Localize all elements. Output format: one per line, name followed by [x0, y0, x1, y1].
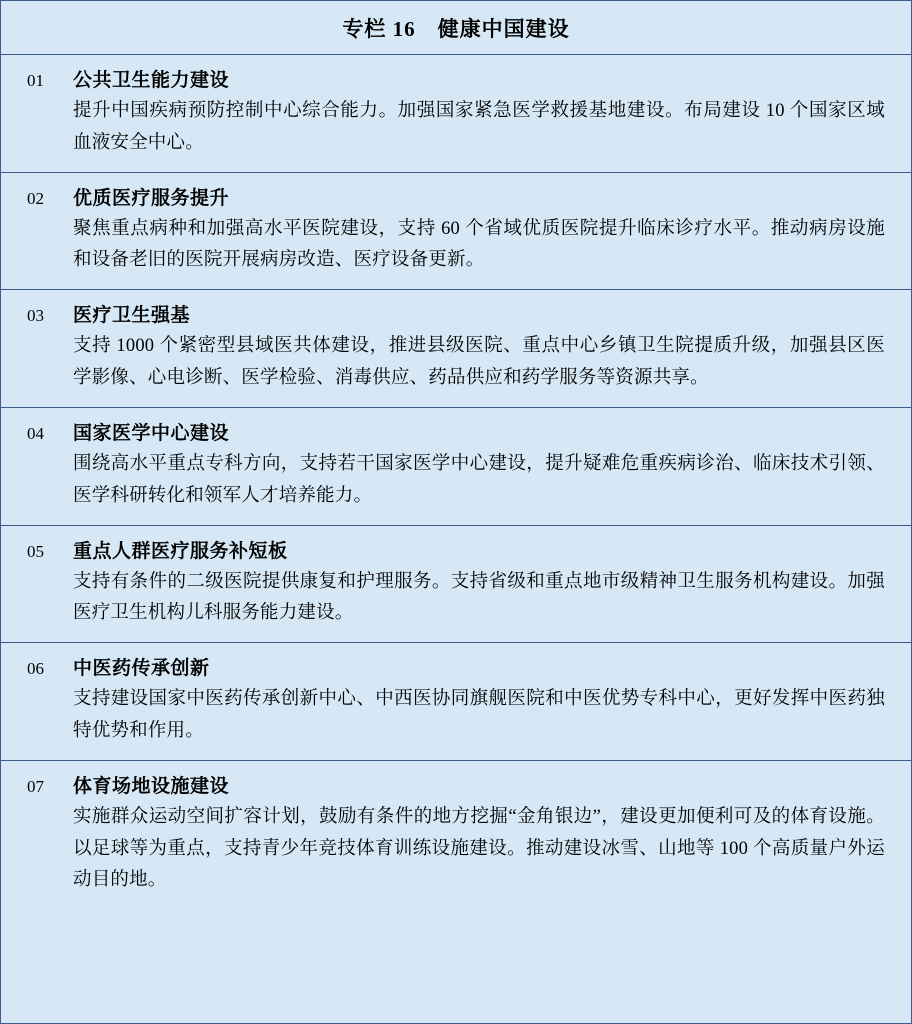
list-item-number: 02	[27, 188, 44, 208]
list-item-number: 07	[27, 776, 44, 796]
list-item-title: 体育场地设施建设	[73, 775, 230, 797]
list-item-title: 国家医学中心建设	[73, 422, 230, 444]
list-item-header	[27, 300, 885, 327]
list-item-header	[27, 653, 885, 680]
list-item-header	[27, 418, 885, 445]
list-item-header	[27, 65, 885, 92]
list-item-number: 03	[27, 306, 44, 326]
list-item	[1, 173, 911, 291]
list-item-body: 支持建设国家中医药传承创新中心、中西医协同旗舰医院和中医优势专科中心，更好发挥中医药独特优势和作用。	[73, 689, 885, 741]
list-item	[1, 761, 911, 909]
list-item-number: 04	[27, 423, 44, 443]
list-item-title: 重点人群医疗服务补短板	[73, 540, 288, 562]
item-list	[1, 55, 911, 1023]
page-title: 专栏 16 健康中国建设	[342, 16, 570, 41]
list-item-number: 06	[27, 659, 44, 679]
list-item-body: 支持 1000 个紧密型县域医共体建设，推进县级医院、重点中心乡镇卫生院提质升级，加强县区医学影像、心电诊断、医学检验、消毒供应、药品供应和药学服务等资源共享。	[73, 336, 885, 389]
list-item	[1, 408, 911, 526]
list-item	[1, 55, 911, 173]
list-item-body: 实施群众运动空间扩容计划，鼓励有条件的地方挖掘“金角银边”，建设更加便利可及的体育设施。以足球等为重点，支持青少年竞技体育训练设施建设。推动建设冰雪、山地等 100 个高质量户外运动目的地。	[73, 806, 885, 891]
list-item-number: 05	[27, 541, 44, 561]
list-item-title: 中医药传承创新	[73, 658, 210, 680]
list-item	[1, 526, 911, 644]
list-item-body: 聚焦重点病种和加强高水平医院建设，支持 60 个省域优质医院提升临床诊疗水平。推动病房设施和设备老旧的医院开展病房改造、医疗设备更新。	[73, 218, 885, 271]
list-item	[1, 643, 911, 761]
list-item-header	[27, 536, 885, 563]
list-item-header	[27, 183, 885, 210]
list-item-number: 01	[27, 71, 44, 90]
panel-title-row	[1, 1, 911, 55]
list-item-title: 公共卫生能力建设	[73, 70, 230, 91]
list-item-body: 提升中国疾病预防控制中心综合能力。加强国家紧急医学救援基地建设。布局建设 10 个国家区域血液安全中心。	[73, 101, 885, 153]
list-item-body: 支持有条件的二级医院提供康复和护理服务。支持省级和重点地市级精神卫生服务机构建设。加强医疗卫生机构儿科服务能力建设。	[73, 571, 885, 624]
list-item	[1, 290, 911, 408]
list-item-title: 医疗卫生强基	[73, 305, 191, 327]
list-item-body: 围绕高水平重点专科方向，支持若干国家医学中心建设，提升疑难危重疾病诊治、临床技术引领、医学科研转化和领军人才培养能力。	[73, 453, 885, 506]
list-item-title: 优质医疗服务提升	[73, 187, 230, 209]
list-item-header	[27, 771, 885, 798]
